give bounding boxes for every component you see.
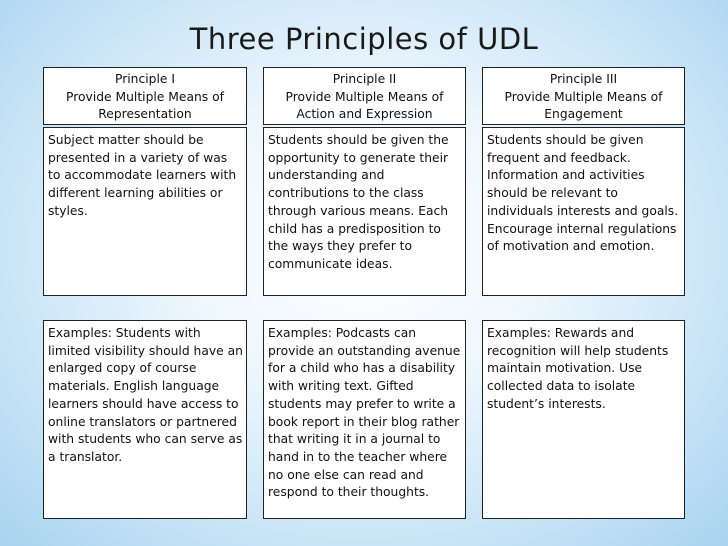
principle-3-examples: Examples: Rewards and recognition will help students maintain motivation. Use collected data to isolate student’s interests. [482,320,685,519]
principle-2-header [263,67,466,125]
principle-1-description: Subject matter should be presented in a variety of was to accommodate learners with different learning abilities or styles. [43,127,247,296]
principle-1-examples: Examples: Students with limited visibility should have an enlarged copy of course materials. English language learners should have access to online translators or partnered with students who can serve as a translator. [43,320,247,519]
principle-3-heading: Provide Multiple Means of Engagement [504,89,663,121]
principle-2-heading: Provide Multiple Means of Action and Expression [285,89,444,121]
principle-1-label: Principle I [115,72,175,86]
principle-1-heading: Provide Multiple Means of Representation [66,89,224,121]
principle-2-label: Principle II [332,72,397,86]
principle-2-examples: Examples: Podcasts can provide an outstanding avenue for a child who has a disability with writing text. Gifted students may prefer to write a book report in their blog rather that writing it in a journal to hand in to the teacher where no one else can read and respond to their thoughts. [263,320,466,519]
principle-2-description: Students should be given the opportunity to generate their understanding and contributions to the class through various means. Each child has a predisposition to the ways they prefer to communicate ideas. [263,127,466,296]
principle-3-label: Principle III [549,72,618,86]
principle-3-header [482,67,685,125]
page-title: Three Principles of UDL [189,22,539,56]
principle-3-description: Students should be given frequent and feedback. Information and activities should be relevant to individuals interests and goals. Encourage internal regulations of motivation and emotion. [482,127,685,296]
principle-1-header [43,67,247,125]
